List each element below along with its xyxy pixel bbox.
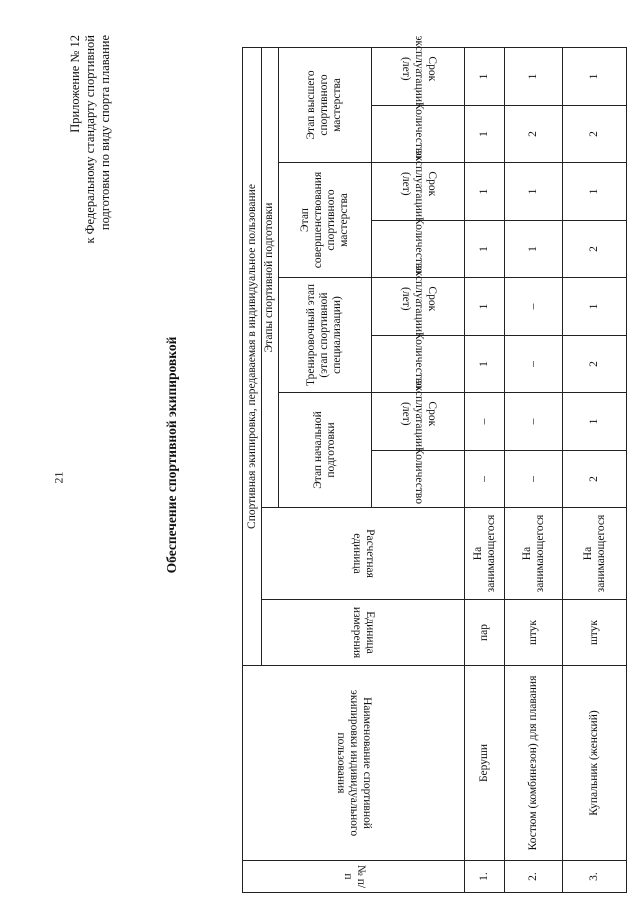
sub-qty [372,102,465,163]
sub-term-text: Срок эксплуатации (лет) [399,265,438,332]
row-value: 1 [505,221,563,278]
header-name [243,666,465,861]
document-title: Обеспечение спортивной экипировкой [164,336,179,574]
sub-term-text: Срок эксплуатации (лет) [399,35,438,102]
sub-qty [372,447,465,508]
table-row [465,47,505,892]
group-header: Спортивная экипировка, передаваемая в индивидуальное пользование [243,47,262,665]
row-value: 2 [563,221,627,278]
sub-qty [372,217,465,278]
row-value: 1 [563,278,627,336]
row-value: 2 [563,106,627,163]
row-value: – [465,451,505,508]
sub-qty-text: Количество [412,447,425,504]
row-value: 2 [563,451,627,508]
annex-line-2: к Федеральному стандарту спортивной [83,35,97,244]
header-calc [262,508,465,600]
row-value: 1 [505,163,563,221]
row-calc: На занимающегося [505,508,563,600]
row-unit: пар [465,600,505,666]
row-name: Костюм (комбинезон) для плавания [505,666,563,861]
header-unit-text: Единица измерения [351,606,377,659]
annex-header [68,35,113,265]
row-value: 1 [563,163,627,221]
sub-term [372,150,465,221]
row-value: 1 [505,47,563,105]
equipment-table [242,35,627,893]
row-value: 1 [563,47,627,105]
header-num-text: № п/п [341,864,367,889]
header-unit [262,600,465,666]
row-unit: штук [505,600,563,666]
row-value: 1 [465,221,505,278]
stage-header-2: Тренировочный этап (этап спортивной специализации) [278,278,371,393]
sub-qty-text: Количество [412,102,425,159]
row-value: 1 [465,47,505,105]
sub-qty-text: Количество [412,332,425,389]
row-num: 2. [505,861,563,893]
table-row [505,47,563,892]
annex-line-3: подготовки по виду спорта плавание [98,35,112,231]
stage-header-1: Этап начальной подготовки [278,393,371,508]
sub-qty [372,332,465,393]
row-value: 1 [465,336,505,393]
row-name: Купальник (женский) [563,666,627,861]
header-calc-text: Расчетная единица [351,529,377,578]
row-num: 1. [465,861,505,893]
row-value: 1 [563,393,627,451]
header-num [243,861,465,893]
row-name: Беруши [465,666,505,861]
header-name-text: Наименование спортивной экипировки индивидуального пользования [335,689,374,837]
row-value: – [465,393,505,451]
row-value: 1 [465,106,505,163]
sub-term [372,380,465,451]
sub-term [372,265,465,336]
sub-qty-text: Количество [412,217,425,274]
row-value: 1 [465,278,505,336]
stage-header-4: Этап высшего спортивного мастерства [278,47,371,162]
sub-term-text: Срок эксплуатации (лет) [399,150,438,217]
row-value: – [505,393,563,451]
row-calc: На занимающегося [563,508,627,600]
row-calc: На занимающегося [465,508,505,600]
table-row [563,47,627,892]
row-num: 3. [563,861,627,893]
row-value: – [505,336,563,393]
row-value: – [505,278,563,336]
stages-header: Этапы спортивной подготовки [262,47,279,507]
row-value: 2 [505,106,563,163]
sub-term-text: Срок эксплуатации (лет) [399,380,438,447]
annex-line-1: Приложение № 12 [68,35,82,133]
row-value: 2 [563,336,627,393]
stage-header-3: Этап совершенствования спортивного мастерства [278,163,371,278]
page-number: 21 [51,471,66,484]
row-value: – [505,451,563,508]
sub-term [372,35,465,105]
row-value: 1 [465,163,505,221]
row-unit: штук [563,600,627,666]
